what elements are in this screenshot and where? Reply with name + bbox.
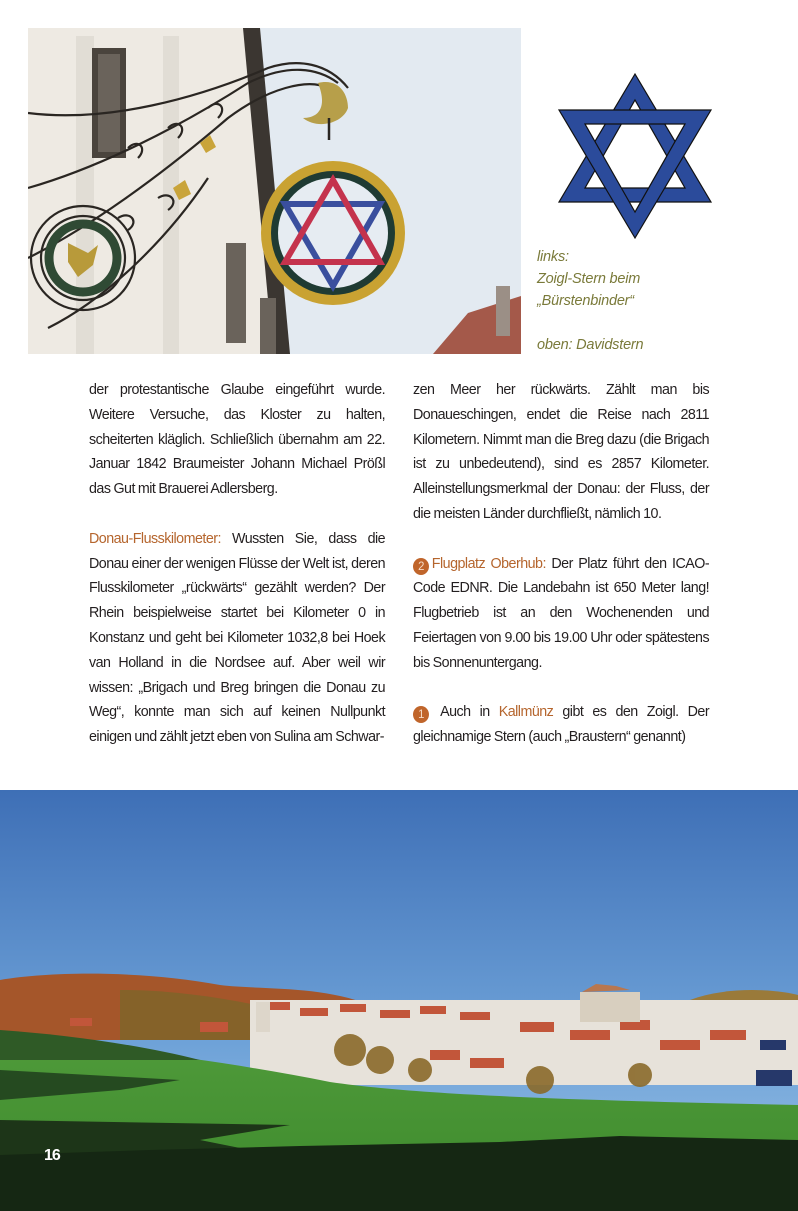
caption-line: Zoigl-Stern beim bbox=[537, 271, 641, 287]
village-landscape-photo bbox=[0, 790, 798, 1211]
paragraph bbox=[89, 527, 385, 750]
paragraph bbox=[413, 700, 709, 750]
paragraph-text: Wussten Sie, dass die Donau einer der wenigen Flüsse der Welt ist, deren Flusskilometer „rückwärts“ gezählt werden? Der Rhein beispielweise startet bei Kilometer 0 in Konstanz und geht bei Kilometer 1032,8 bei Hoek van Holland in die Nordsee auf. Aber weil wir wissen: „Brigach und Breg bringen die Donau zu Weg“, konnte man sich auf keinen Nullpunkt einigen und zählt jetzt eben von Sulina am Schwar- bbox=[89, 529, 386, 746]
zoigl-sign-photo bbox=[28, 28, 521, 354]
image-caption bbox=[537, 246, 737, 356]
place-name-kallmuenz: Kallmünz bbox=[498, 703, 554, 721]
section-heading-donau-flusskilometer: Donau-Flusskilometer: bbox=[89, 529, 221, 547]
caption-line: „Bürstenbinder“ bbox=[537, 293, 634, 309]
paragraph-text: gibt es den Zoigl. Der gleichnamige Stern (auch „Braustern“ genannt) bbox=[413, 703, 710, 746]
star-of-david-image bbox=[555, 70, 715, 242]
right-text-column bbox=[413, 378, 709, 775]
map-marker-badge: 2 bbox=[413, 558, 429, 575]
paragraph-text: Der Platz führt den ICAO-Code EDNR. Die Landebahn ist 650 Meter lang! Flugbetrieb ist an den Wochenenden und Feiertagen von 9.00 bis 19.00 Uhr oder spätestens bis Sonnenuntergang. bbox=[413, 554, 710, 671]
caption-line: oben: Davidstern bbox=[537, 337, 644, 353]
paragraph bbox=[413, 552, 709, 676]
left-text-column bbox=[89, 378, 385, 775]
caption-spacer bbox=[537, 312, 737, 334]
section-heading-flugplatz-oberhub: Flugplatz Oberhub: bbox=[431, 554, 546, 572]
page-number: 16 bbox=[44, 1147, 60, 1164]
map-marker-badge: 1 bbox=[413, 706, 429, 723]
paragraph: zen Meer her rückwärts. Zählt man bis Donaueschingen, endet die Reise nach 2811 Kilometern. Nimmt man die Breg dazu (die Brigach ist zu unbedeutend), sind es 2857 Kilometer. Alleinstellungsmerkmal der Donau: der Fluss, der die meisten Länder durchfließt, nämlich 10. bbox=[413, 381, 710, 522]
paragraph-text: Auch in bbox=[431, 703, 499, 721]
caption-line: links: bbox=[537, 249, 569, 265]
paragraph: der protestantische Glaube eingeführt wurde. Weitere Versuche, das Kloster zu halten, scheiterten kläglich. Schließlich übernahm am 22. Januar 1842 Braumeister Johann Michael Prößl das Gut mit Brauerei Adlersberg. bbox=[89, 381, 386, 498]
